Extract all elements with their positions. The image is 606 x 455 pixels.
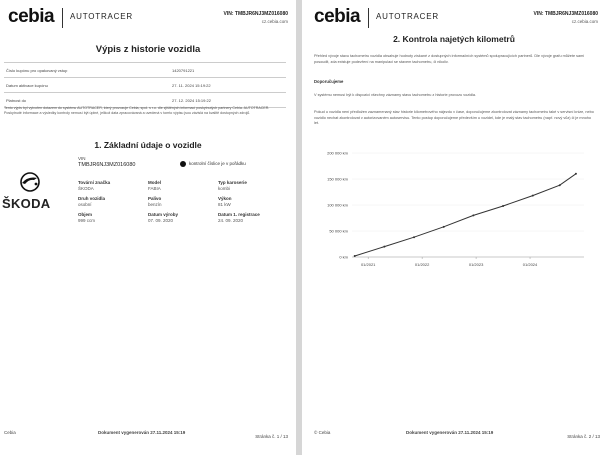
footer-generated: Dokument vygenerován 27.11.2024 15:19 xyxy=(406,430,494,435)
header-website: cz.cebia.com xyxy=(571,19,598,24)
detail-production-date xyxy=(148,212,178,223)
detail-label: Datum 1. registrace xyxy=(218,212,260,217)
data-point xyxy=(532,195,534,197)
report-page-1 xyxy=(0,0,296,455)
detail-label: Tovární značka xyxy=(78,180,111,185)
detail-label: Typ karoserie xyxy=(218,180,247,185)
data-point xyxy=(354,255,356,257)
report-page-2 xyxy=(302,0,606,455)
detail-displacement xyxy=(78,212,95,223)
skoda-logo-icon xyxy=(10,172,50,192)
detail-label: Výkon xyxy=(218,196,232,201)
footer-brand: © Cebia xyxy=(314,430,331,435)
detail-power xyxy=(218,196,232,207)
skoda-wordmark: ŠKODA xyxy=(2,196,51,211)
intro-text: Přehled vývoje stavu tachometru vozidla obsahuje hodnoty získané z dostupných informačních systémů spolupracujících partnerů. Dle vývoje grafu můžete sami posoudit, zda existuje podezření na manipulaci se stavem tachometru, či nikoliv. xyxy=(314,54,585,64)
page-header xyxy=(0,6,296,32)
data-point xyxy=(472,214,474,216)
chart-labels xyxy=(327,151,538,268)
detail-fuel xyxy=(148,196,162,207)
detail-body-type xyxy=(218,180,247,191)
y-tick-label: 50 000 km xyxy=(329,228,348,234)
detail-vehicle-kind xyxy=(78,196,105,207)
autotracer-label: AUTOTRACER xyxy=(376,12,439,21)
odometer-chart xyxy=(312,145,602,275)
detail-value: benzín xyxy=(148,202,162,207)
detail-label: Model xyxy=(148,180,161,185)
detail-value: 07. 09. 2020 xyxy=(148,218,174,223)
page-header xyxy=(302,6,606,32)
note-text: Pokud u vozidla není předložen zaznamenaný stav historie kilometrového nájezdu v čase, doporučujeme zkontrolovat záznamy tachometru také v servisní knize, nebo vozidlo nechat zkontrolovat v autorizovaném autoservisu. Tento postup doporučujeme především u vozidel, kde je malý stav tachometru (např. nový vůz) či je mnoho let. xyxy=(314,110,594,125)
detail-first-registration xyxy=(218,212,260,223)
footer-page-number: Stránka č. 1 / 13 xyxy=(255,434,288,439)
chart-points xyxy=(354,173,577,257)
footer-brand: Cebia xyxy=(4,430,16,435)
row-value: 27. 12. 2024 15:19:22 xyxy=(172,98,211,103)
header-website: cz.cebia.com xyxy=(261,19,288,24)
detail-value: kombi xyxy=(218,186,231,191)
detail-label: Objem xyxy=(78,212,93,217)
header-vin: VIN: TMBJR6NJ3MZ016080 xyxy=(533,11,598,17)
vin-value: TMBJR6NJ3MZ016080 xyxy=(78,162,136,168)
series-line xyxy=(355,174,576,256)
row-value: 27. 11. 2024 15:19:22 xyxy=(172,83,211,88)
vin-check-status xyxy=(180,161,246,167)
y-tick-label: 100 000 km xyxy=(327,202,348,208)
logo-divider xyxy=(62,8,63,28)
footer-generated: Dokument vygenerován 27.11.2024 15:19 xyxy=(98,430,186,435)
detail-model xyxy=(148,180,161,191)
detail-label: Datum výroby xyxy=(148,212,179,217)
section-title: 2. Kontrola najetých kilometrů xyxy=(393,34,515,44)
data-point xyxy=(559,184,561,186)
data-point xyxy=(575,173,577,175)
x-tick-label: 01/2021 xyxy=(360,262,376,267)
y-tick-label: 150 000 km xyxy=(327,176,348,182)
table-row xyxy=(4,78,286,93)
detail-value: osobní xyxy=(78,202,92,207)
detail-value: 24. 09. 2020 xyxy=(218,218,244,223)
data-point xyxy=(413,236,415,238)
footer-page-number: Stránka č. 2 / 13 xyxy=(567,434,600,439)
x-tick-label: 01/2022 xyxy=(414,262,430,267)
y-tick-label: 0 km xyxy=(339,254,348,260)
x-tick-label: 01/2024 xyxy=(522,262,538,267)
vin-check-text: kontrolní číslice je v pořádku xyxy=(189,161,246,167)
chart-line-layer xyxy=(355,174,576,256)
row-label: Datum aktivace kupónu xyxy=(6,83,48,88)
x-tick-label: 01/2023 xyxy=(468,262,484,267)
section-title: 1. Základní údaje o vozidle xyxy=(94,140,202,150)
logo-divider xyxy=(368,8,369,28)
data-point xyxy=(383,246,385,248)
data-point xyxy=(443,226,445,228)
coupon-info-table xyxy=(4,62,286,108)
y-tick-label: 200 000 km xyxy=(327,150,348,156)
detail-value: FABIA xyxy=(148,186,161,191)
autotracer-label: AUTOTRACER xyxy=(70,12,133,21)
detail-label: Druh vozidla xyxy=(78,196,106,201)
check-circle-icon xyxy=(180,161,186,167)
recommend-text: V systému nemusí být k dispozici všechny záznamy stavu tachometru z historie provozu vozidla. xyxy=(314,93,477,97)
vin-label: VIN xyxy=(78,156,86,161)
disclaimer-text: Tento výpis byl vytvořen dotazem do systému AUTOTRACER, který provozuje Cebia, spol. s r.o. dle zjištěných informací poskytnutých partnery Cebia. AUTOTRACER. Poskytnuté informace a výsledky kontroly nemusí být úplné, jelikož data zpracovávaná a uvedená v tomto výpisu jsou závislá na kvalitě dostupných zdrojů. xyxy=(4,106,270,115)
row-value: 1420791221 xyxy=(172,68,195,73)
chart-axes xyxy=(352,257,584,259)
chart-grid xyxy=(352,153,584,257)
recommend-heading: Doporučujeme xyxy=(314,79,344,84)
detail-value: ŠKODA xyxy=(78,186,94,191)
detail-label: Palivo xyxy=(148,196,162,201)
row-label: Platnost do xyxy=(6,98,27,103)
detail-make xyxy=(78,180,110,191)
page-title: Výpis z historie vozidla xyxy=(95,44,201,55)
header-vin: VIN: TMBJR6NJ3MZ016080 xyxy=(223,11,288,17)
table-row xyxy=(4,62,286,78)
row-label: Číslo kupónu pro opakovaný vstup xyxy=(6,68,68,73)
cebia-logo: cebia xyxy=(8,6,55,27)
cebia-logo: cebia xyxy=(314,6,361,27)
data-point xyxy=(502,205,504,207)
detail-value: 999 ccm xyxy=(78,218,96,223)
detail-value: 81 kW xyxy=(218,202,231,207)
